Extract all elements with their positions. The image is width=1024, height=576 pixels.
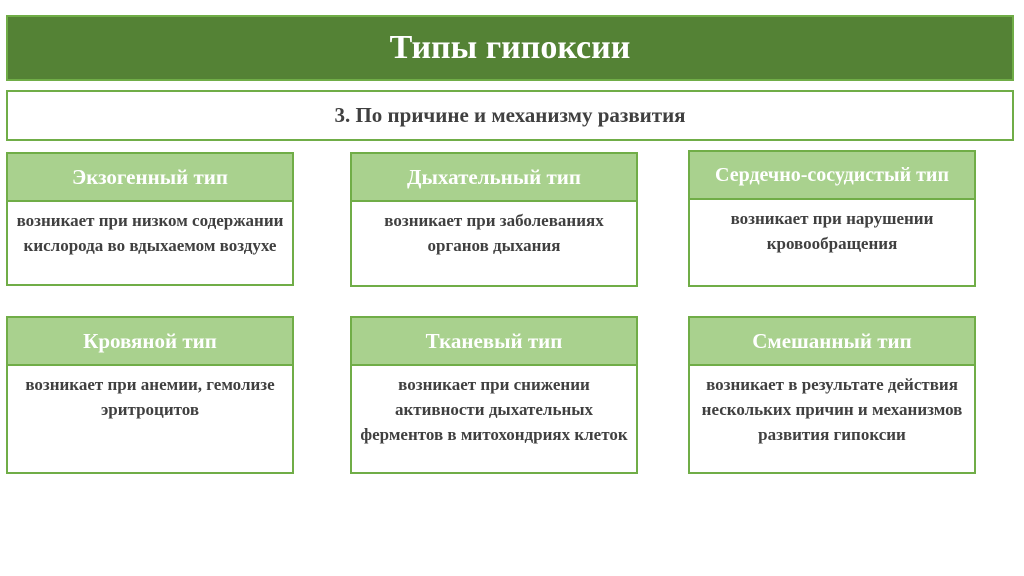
card-header: Смешанный тип [688,316,976,366]
card-description: возникает при заболеваниях органов дыхания [350,202,638,287]
card-header: Тканевый тип [350,316,638,366]
card-cardiovascular [688,150,976,287]
card-mixed [688,316,976,474]
card-blood [6,316,294,474]
card-header: Экзогенный тип [6,152,294,202]
card-description: возникает при снижении активности дыхательных ферментов в митохондриях клеток [350,366,638,474]
card-description: возникает в результате действия нескольких причин и механизмов развития гипоксии [688,366,976,474]
slide-subtitle [6,90,1014,141]
card-header: Сердечно-сосудистый тип [688,150,976,200]
card-description: возникает при анемии, гемолизе эритроцитов [6,366,294,474]
card-description: возникает при низком содержании кислорода во вдыхаемом воздухе [6,202,294,286]
card-tissue [350,316,638,474]
slide-subtitle-text: 3. По причине и механизму развития [334,103,686,127]
card-exogenous [6,152,294,286]
slide-title-text: Типы гипоксии [389,29,631,66]
card-header: Дыхательный тип [350,152,638,202]
slide-title [6,15,1014,81]
card-respiratory [350,152,638,287]
card-header: Кровяной тип [6,316,294,366]
card-description: возникает при нарушении кровообращения [688,200,976,287]
